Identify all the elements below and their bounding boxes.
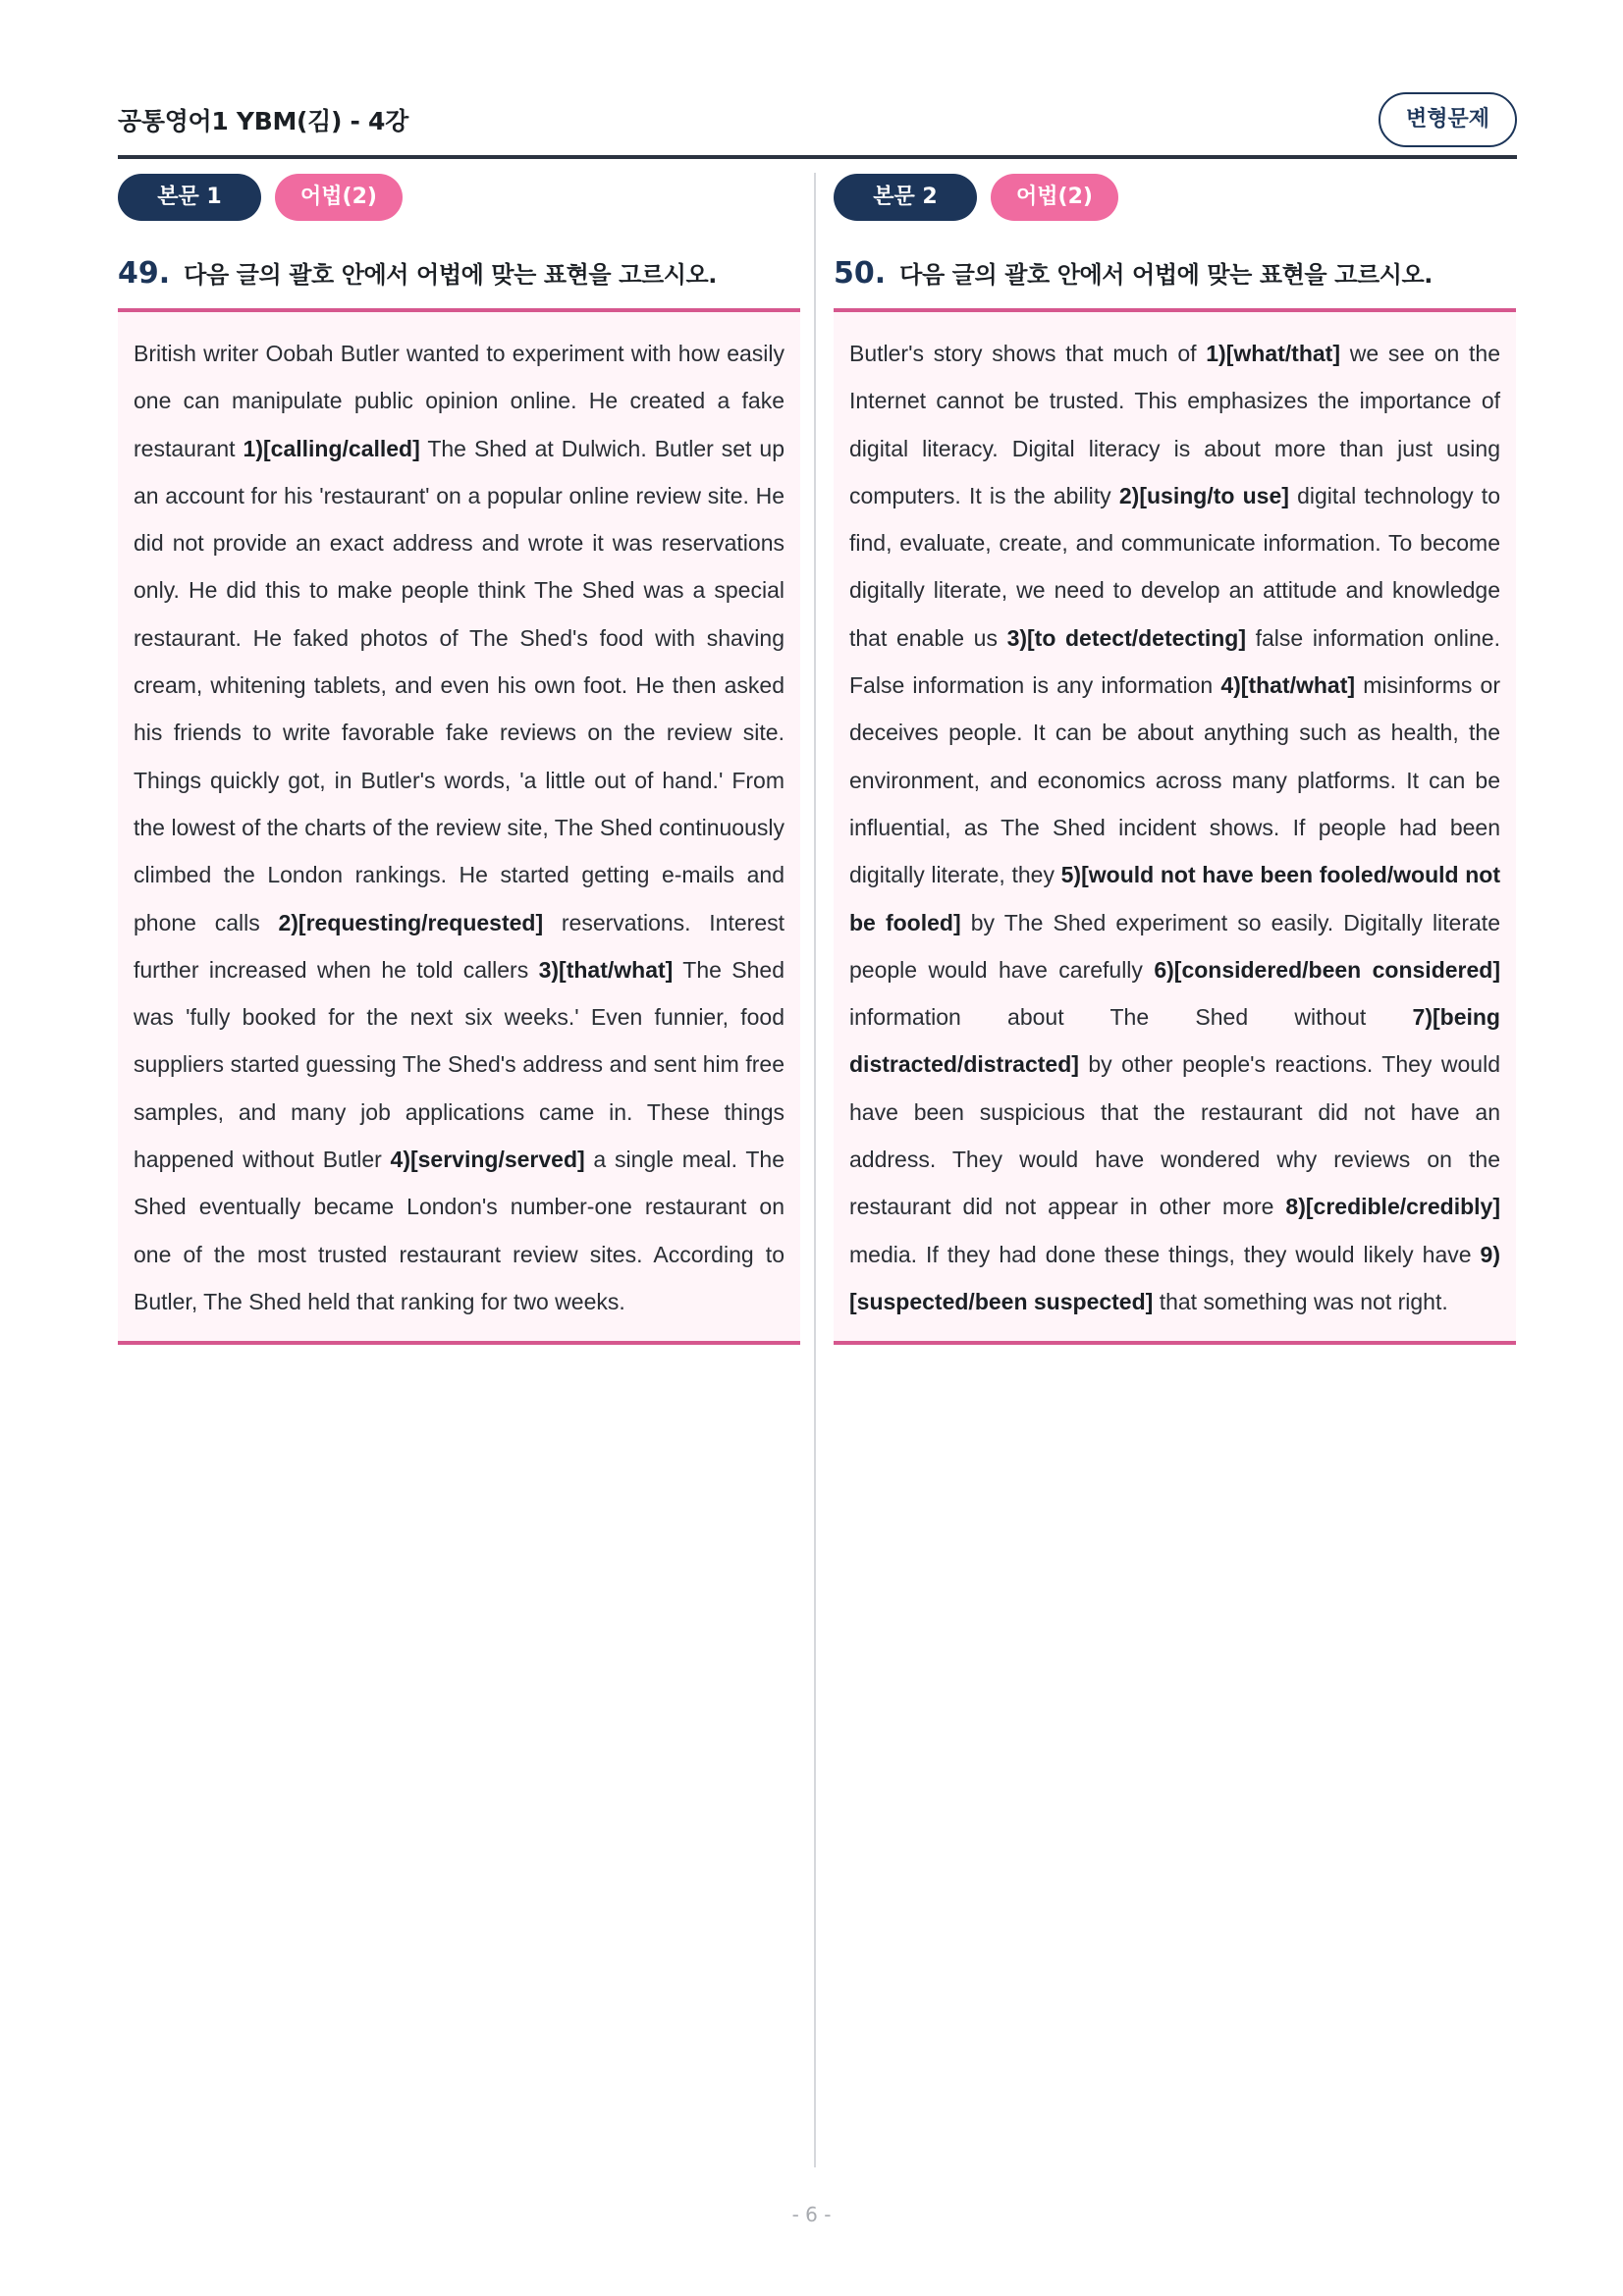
answer-choice-blank: 7)[being distracted/distracted] [849,1004,1500,1078]
answer-choice-blank: 3)[that/what] [538,956,674,983]
tag-row [118,173,800,222]
answer-choice-blank: 9)[suspected/been suspected] [849,1241,1500,1314]
question-number: 50. [834,256,887,291]
question-type-tag: 어법(2) [991,174,1118,221]
variant-question-badge: 변형문제 [1379,92,1517,147]
passage-segment: by The Shed experiment so easily. Digitally literate people would have carefully [849,909,1500,983]
passage-text [118,312,800,1341]
document-title: 공통영어1 YBM(김) - 4강 [118,107,408,135]
question-column-1 [118,173,800,1345]
question-heading [834,255,1516,298]
answer-choice-blank: 6)[considered/been considered] [1154,956,1500,983]
passage-segment: The Shed at Dulwich. Butler set up an account for his 'restaurant' on a popular online review site. He did not provide an exact address and wrote it was reservations only. He did this to make people think The Shed was a special restaurant. He faked photos of The Shed's food with shaving cream, whitening tablets, and even his own foot. He then asked his friends to write favorable fake reviews on the review site. Things quickly got, in Butler's words, 'a little out of hand.' From the lowest of the charts of the review site, The Shed continuously climbed the London rankings. He started getting e-mails and phone calls [134,435,784,935]
passage-segment: The Shed was 'fully booked for the next six weeks.' Even funnier, food suppliers started guessing The Shed's address and sent him free samples, and many job applications came in. These things happened without Butler [134,956,785,1173]
question-type-tag: 어법(2) [275,174,403,221]
answer-choice-blank: 4)[serving/served] [390,1147,585,1173]
passage-bottom-rule [118,1341,800,1345]
passage-segment: media. If they had done these things, they would likely have [849,1241,1481,1267]
answer-choice-blank: 4)[that/what] [1220,672,1356,699]
passage-segment: false information online. False information is any information [849,624,1500,699]
tag-row [834,173,1516,222]
passage-segment: British writer Oobah Butler wanted to experiment with how easily one can manipulate public opinion online. He created a fake restaurant [134,341,784,461]
question-column-2 [834,173,1516,1345]
answer-choice-blank: 1)[what/that] [1206,341,1340,366]
answer-choice-blank: 5)[would not have been fooled/would not be fooled] [849,862,1500,935]
header-divider [118,155,1517,159]
passage-segment: reservations. Interest further increased when he told callers [134,909,784,983]
passage-segment: we see on the Internet cannot be trusted. This emphasizes the importance of digital literacy. Digital literacy is about more than just using computers. It is the ability [849,341,1500,508]
answer-choice-blank: 1)[calling/called] [243,435,420,461]
answer-choice-blank: 2)[using/to use] [1118,482,1289,508]
question-prompt: 다음 글의 괄호 안에서 어법에 맞는 표현을 고르시오. [184,261,718,289]
passage-segment: misinforms or deceives people. It can be about anything such as health, the environment, and economics across many platforms. It can be influential, as The Shed incident shows. If people had been digitally literate, they [849,672,1501,888]
column-divider [814,173,816,2167]
passage-segment: a single meal. The Shed eventually became London's number-one restaurant on one of the most trusted restaurant review sites. According to Butler, The Shed held that ranking for two weeks. [134,1147,784,1314]
passage-segment: digital technology to find, evaluate, create, and communicate information. To become digitally literate, we need to develop an attitude and knowledge that enable us [849,482,1500,651]
passage-segment: by other people's reactions. They would have been suspicious that the restaurant did not have an address. They would have wondered why reviews on the restaurant did not appear in other more [849,1051,1500,1220]
page-number: - 6 - [791,2203,832,2226]
passage-segment: that something was not right. [1153,1288,1448,1314]
passage-bottom-rule [834,1341,1516,1345]
passage-text [834,312,1516,1341]
passage-segment: Butler's story shows that much of [849,341,1207,366]
answer-choice-blank: 3)[to detect/detecting] [1006,624,1247,651]
section-tag: 본문 2 [834,174,977,221]
answer-choice-blank: 8)[credible/credibly] [1285,1194,1500,1220]
question-heading [118,255,800,298]
answer-choice-blank: 2)[requesting/requested] [278,909,544,935]
page-header [118,92,1517,159]
passage-segment: information about The Shed without [849,1004,1413,1031]
section-tag: 본문 1 [118,174,261,221]
question-number: 49. [118,256,171,291]
question-prompt: 다음 글의 괄호 안에서 어법에 맞는 표현을 고르시오. [899,261,1434,289]
